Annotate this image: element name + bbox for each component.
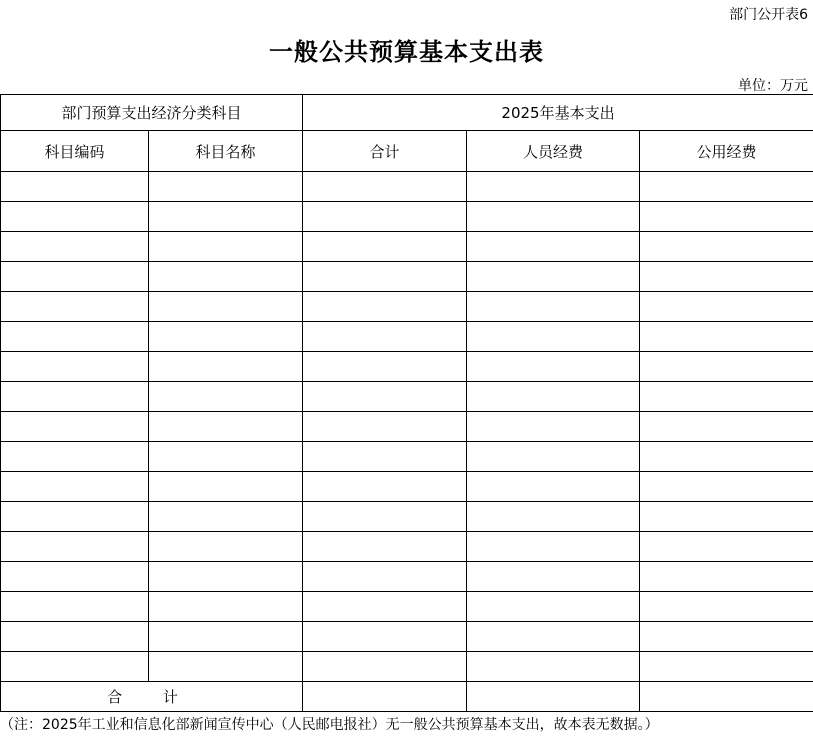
table-row bbox=[1, 262, 813, 292]
table-row bbox=[1, 232, 813, 262]
col-header-public: 公用经费 bbox=[640, 131, 813, 172]
cell-public bbox=[640, 322, 813, 352]
cell-name bbox=[149, 172, 303, 202]
cell-code bbox=[1, 532, 149, 562]
cell-total bbox=[303, 322, 467, 352]
cell-personnel bbox=[467, 292, 640, 322]
cell-code bbox=[1, 202, 149, 232]
cell-code bbox=[1, 292, 149, 322]
cell-personnel bbox=[467, 592, 640, 622]
cell-personnel bbox=[467, 652, 640, 682]
cell-name bbox=[149, 532, 303, 562]
cell-total bbox=[303, 172, 467, 202]
cell-public bbox=[640, 202, 813, 232]
header-row-group bbox=[1, 95, 813, 131]
cell-code bbox=[1, 232, 149, 262]
cell-public bbox=[640, 232, 813, 262]
table-row bbox=[1, 412, 813, 442]
cell-total bbox=[303, 232, 467, 262]
cell-personnel bbox=[467, 172, 640, 202]
cell-total bbox=[303, 262, 467, 292]
footnote: （注：2025年工业和信息化部新闻宣传中心（人民邮电报社）无一般公共预算基本支出，故本表无数据。） bbox=[0, 717, 659, 733]
cell-code bbox=[1, 442, 149, 472]
cell-total bbox=[303, 202, 467, 232]
cell-public bbox=[640, 352, 813, 382]
cell-total bbox=[303, 442, 467, 472]
cell-personnel bbox=[467, 262, 640, 292]
cell-personnel bbox=[467, 202, 640, 232]
cell-personnel bbox=[467, 352, 640, 382]
cell-name bbox=[149, 562, 303, 592]
page-title: 一般公共预算基本支出表 bbox=[269, 38, 544, 66]
cell-public bbox=[640, 292, 813, 322]
cell-total bbox=[303, 412, 467, 442]
cell-name bbox=[149, 292, 303, 322]
cell-personnel bbox=[467, 472, 640, 502]
cell-name bbox=[149, 622, 303, 652]
table-row bbox=[1, 562, 813, 592]
cell-name bbox=[149, 232, 303, 262]
cell-code bbox=[1, 172, 149, 202]
cell-name bbox=[149, 322, 303, 352]
cell-public bbox=[640, 262, 813, 292]
cell-name bbox=[149, 652, 303, 682]
cell-total bbox=[303, 652, 467, 682]
cell-total bbox=[303, 592, 467, 622]
cell-name bbox=[149, 202, 303, 232]
cell-public bbox=[640, 502, 813, 532]
cell-name bbox=[149, 412, 303, 442]
cell-public bbox=[640, 592, 813, 622]
cell-public bbox=[640, 412, 813, 442]
cell-name bbox=[149, 592, 303, 622]
table-row bbox=[1, 202, 813, 232]
cell-public bbox=[640, 622, 813, 652]
table-row bbox=[1, 652, 813, 682]
col-header-total: 合计 bbox=[303, 131, 467, 172]
table-row bbox=[1, 352, 813, 382]
cell-personnel bbox=[467, 382, 640, 412]
table-row bbox=[1, 292, 813, 322]
budget-table bbox=[0, 94, 813, 712]
cell-code bbox=[1, 562, 149, 592]
cell-name bbox=[149, 472, 303, 502]
table-row bbox=[1, 502, 813, 532]
cell-code bbox=[1, 412, 149, 442]
cell-personnel bbox=[467, 622, 640, 652]
cell-total bbox=[303, 352, 467, 382]
cell-public bbox=[640, 442, 813, 472]
cell-code bbox=[1, 652, 149, 682]
header-row-columns bbox=[1, 131, 813, 172]
total-label: 合 计 bbox=[1, 682, 303, 712]
cell-code bbox=[1, 262, 149, 292]
table-row bbox=[1, 532, 813, 562]
cell-public bbox=[640, 532, 813, 562]
cell-total bbox=[303, 532, 467, 562]
table-row bbox=[1, 382, 813, 412]
header-basic-expenditure: 2025年基本支出 bbox=[303, 95, 813, 131]
cell-public bbox=[640, 472, 813, 502]
total-cell-total bbox=[303, 682, 467, 712]
cell-personnel bbox=[467, 412, 640, 442]
header-economic-classification: 部门预算支出经济分类科目 bbox=[1, 95, 303, 131]
cell-total bbox=[303, 562, 467, 592]
cell-personnel bbox=[467, 442, 640, 472]
cell-total bbox=[303, 382, 467, 412]
total-row bbox=[1, 682, 813, 712]
cell-code bbox=[1, 502, 149, 532]
cell-personnel bbox=[467, 322, 640, 352]
cell-code bbox=[1, 472, 149, 502]
cell-code bbox=[1, 622, 149, 652]
total-cell-personnel bbox=[467, 682, 640, 712]
cell-name bbox=[149, 502, 303, 532]
cell-personnel bbox=[467, 502, 640, 532]
total-cell-public bbox=[640, 682, 813, 712]
col-header-name: 科目名称 bbox=[149, 131, 303, 172]
cell-code bbox=[1, 352, 149, 382]
cell-total bbox=[303, 472, 467, 502]
cell-public bbox=[640, 652, 813, 682]
cell-name bbox=[149, 262, 303, 292]
cell-public bbox=[640, 382, 813, 412]
cell-total bbox=[303, 622, 467, 652]
table-row bbox=[1, 622, 813, 652]
cell-name bbox=[149, 382, 303, 412]
cell-personnel bbox=[467, 562, 640, 592]
cell-code bbox=[1, 322, 149, 352]
cell-total bbox=[303, 502, 467, 532]
form-number: 部门公开表6 bbox=[729, 7, 808, 23]
col-header-code: 科目编码 bbox=[1, 131, 149, 172]
table-row bbox=[1, 172, 813, 202]
table-row bbox=[1, 472, 813, 502]
table-row bbox=[1, 442, 813, 472]
unit-label: 单位：万元 bbox=[738, 78, 808, 94]
cell-public bbox=[640, 172, 813, 202]
table-row bbox=[1, 592, 813, 622]
cell-code bbox=[1, 382, 149, 412]
col-header-personnel: 人员经费 bbox=[467, 131, 640, 172]
table-row bbox=[1, 322, 813, 352]
cell-total bbox=[303, 292, 467, 322]
cell-public bbox=[640, 562, 813, 592]
cell-personnel bbox=[467, 532, 640, 562]
cell-name bbox=[149, 442, 303, 472]
cell-name bbox=[149, 352, 303, 382]
cell-personnel bbox=[467, 232, 640, 262]
cell-code bbox=[1, 592, 149, 622]
